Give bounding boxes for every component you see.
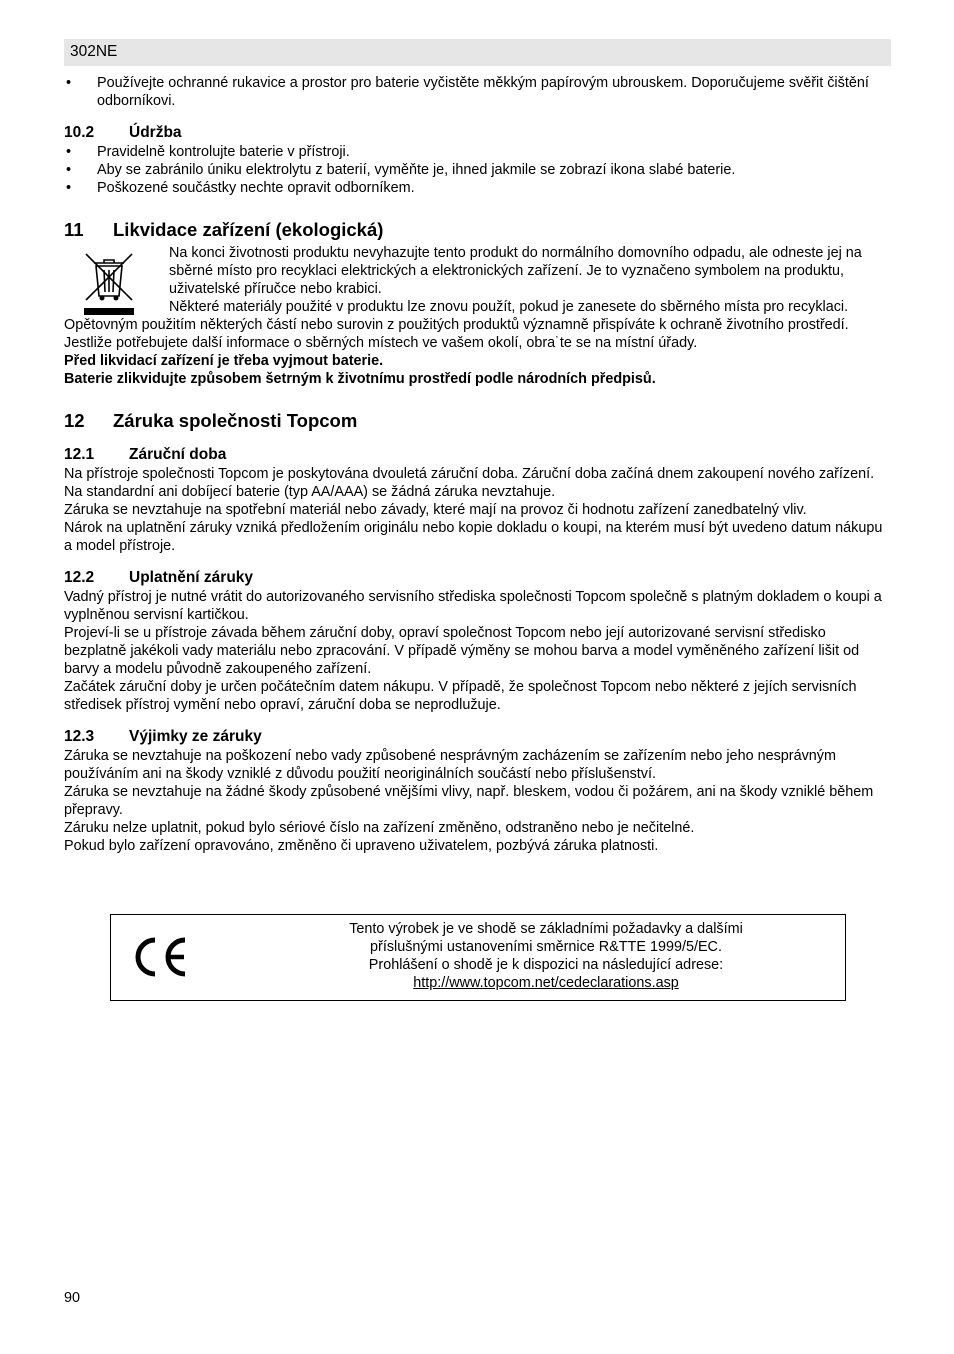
section-heading-12-1: 12.1 Záruční doba — [64, 446, 227, 463]
paragraph: Na přístroje společnosti Topcom je poskytována dvouletá záruční doba. Záruční doba začíná dnem zakoupení nového zařízení. Na standardní ani dobíjecí baterie (typ AA/AAA) se žádná záruka nevztahuje. — [64, 466, 875, 500]
section-heading-10-2: 10.2 Údržba — [64, 124, 182, 141]
battery-disposal-note: Baterie zlikvidujte způsobem šetrným k životnímu prostředí podle národních předpisů. — [64, 371, 656, 387]
ce-mark-icon — [133, 935, 189, 979]
paragraph: Záruka se nevztahuje na poškození nebo vady způsobené nesprávným zacházením se zařízením nebo jeho nesprávným používáním ani na škody vzniklé z důvodu použití neoriginálních součástí nebo příslušenství. — [64, 748, 836, 782]
paragraph: Vadný přístroj je nutné vrátit do autorizovaného servisního střediska společnosti Topcom společně s platným dokladem o koupi a vyplněnou servisní kartičkou. — [64, 589, 882, 623]
recycling-paragraph: Některé materiály použité v produktu lze znovu použít, pokud je zanesete do sběrného místa pro recyklaci. Opětovným použitím některých částí nebo surovin z použitých produktů významně přispíváte k ochraně životního prostředí. Jestliže potřebujete další informace o sběrných místech ve vašem okolí, obra˙te se na místní úřady. — [64, 299, 849, 351]
section-heading-12: 12 Záruka společnosti Topcom — [64, 410, 358, 431]
section-heading-11: 11 Likvidace zařízení (ekologická) — [64, 219, 384, 240]
weee-crossed-bin-icon — [82, 250, 136, 318]
section-heading-12-2: 12.2 Uplatnění záruky — [64, 569, 254, 586]
paragraph: Nárok na uplatnění záruky vzniká předložením originálu nebo kopie dokladu o koupi, na kterém musí být uvedeno datum nákupu a model přístroje. — [64, 520, 883, 554]
model-name: 302NE — [70, 43, 118, 60]
battery-removal-note: Před likvidací zařízení je třeba vyjmout baterie. — [64, 353, 384, 369]
paragraph: Pokud bylo zařízení opravováno, změněno či upraveno uživatelem, pozbývá záruka platnosti. — [64, 838, 659, 854]
list-item: • Pravidelně kontrolujte baterie v přístroji. — [64, 143, 890, 161]
paragraph: Záruka se nevztahuje na žádné škody způsobené vnějšími vlivy, např. bleskem, vodou či požárem, ani na škody vzniklé během přepravy. — [64, 784, 874, 818]
header-bar — [64, 39, 891, 66]
page-content — [64, 74, 890, 855]
ce-line: Prohlášení o shodě je k dispozici na následující adrese: — [368, 957, 724, 973]
ce-line: příslušnými ustanoveními směrnice R&TTE 1999/5/EC. — [370, 939, 722, 955]
disposal-paragraph: Na konci životnosti produktu nevyhazujte tento produkt do normálního domovního odpadu, ale odneste jej na sběrné místo pro recyklaci elektrických a elektronických zařízení. Je to vyznačeno symbolem na produktu, uživatelské příručce nebo krabici. — [169, 245, 862, 297]
page-number: 90 — [64, 1290, 81, 1306]
list-item: • Používejte ochranné rukavice a prostor pro baterie vyčistěte měkkým papírovým ubrouskem. Doporučujeme svěřit čištění odborníkovi. — [64, 74, 890, 110]
paragraph: Začátek záruční doby je určen počátečním datem nákupu. V případě, že společnost Topcom nebo některé z jejích servisních středisek přístroj vymění nebo opraví, záruční doba se neprodlužuje. — [64, 679, 857, 713]
paragraph: Záruku nelze uplatnit, pokud bylo sériové číslo na zařízení změněno, odstraněno nebo je nečitelné. — [64, 820, 695, 836]
ce-line: Tento výrobek je ve shodě se základními požadavky a dalšími — [349, 921, 743, 937]
ce-declaration-text — [271, 920, 821, 992]
disposal-block — [64, 244, 890, 352]
paragraph: Záruka se nevztahuje na spotřební materiál nebo závady, které mají na provoz či hodnotu zařízení zanedbatelný vliv. — [64, 502, 807, 518]
paragraph: Projeví-li se u přístroje závada během záruční doby, opraví společnost Topcom nebo její autorizované servisní středisko bezplatně jakékoli vady materiálu nebo zpracování. V případě výměny se mohou barva a model vyměněného zařízení lišit od barvy a modelu původně zakoupeného zařízení. — [64, 625, 860, 677]
ce-declaration-box — [110, 914, 846, 1001]
list-item: • Aby se zabránilo úniku elektrolytu z baterií, vyměňte je, ihned jakmile se zobrazí ikona slabé baterie. — [64, 161, 890, 179]
list-item: • Poškozené součástky nechte opravit odborníkem. — [64, 179, 890, 197]
section-heading-12-3: 12.3 Výjimky ze záruky — [64, 728, 262, 745]
declarations-link[interactable]: http://www.topcom.net/cedeclarations.asp — [413, 975, 679, 991]
